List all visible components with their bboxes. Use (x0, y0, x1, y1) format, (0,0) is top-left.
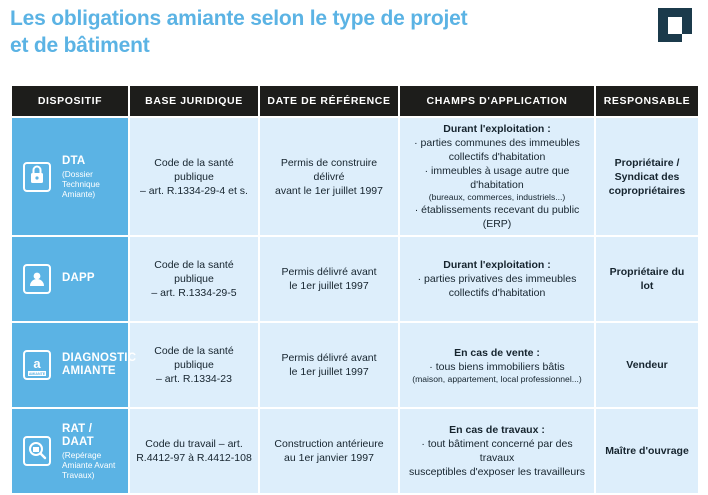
dispositif-name: DTA (62, 154, 86, 167)
date-line-2: au 1er janvier 1997 (284, 452, 374, 464)
cell-champs-application (399, 408, 595, 494)
page-title-line-2: et de bâtiment (10, 34, 150, 57)
dispositif-label (62, 352, 136, 379)
champs-title: En cas de vente : (454, 346, 540, 359)
cell-base-juridique (129, 408, 259, 494)
cell-dispositif (11, 322, 137, 408)
base-juridique-line-1: Code de la santé publique (154, 259, 234, 285)
champs-item-1: · parties communes des immeubles (414, 137, 580, 149)
champs-item-2: susceptibles d'exposer les travailleurs (409, 466, 585, 478)
responsable-line-2: Syndicat des (614, 170, 680, 183)
dispositif-subtitle: (Dossier Technique Amiante) (62, 168, 100, 199)
dispositif-label (62, 423, 122, 480)
dispositif-name: DIAGNOSTIC AMIANTE (62, 351, 137, 377)
champs-item-1: · parties privatives des immeubles (417, 273, 577, 285)
cell-date-reference (259, 408, 399, 494)
logo-mark-icon (658, 8, 692, 42)
champs-title: Durant l'exploitation : (443, 123, 551, 135)
responsable-line-1: Vendeur (626, 359, 668, 371)
champs-note: (bureaux, commerces, industriels...) (428, 192, 566, 202)
date-line-1: Construction antérieure (274, 438, 384, 450)
cell-base-juridique (129, 117, 259, 236)
asbestos-warning-icon (20, 348, 54, 382)
champs-title: Durant l'exploitation : (443, 259, 551, 271)
cell-base-juridique (129, 322, 259, 408)
column-header-champs-application: CHAMPS D'APPLICATION (399, 85, 595, 117)
base-juridique-line-1: Code de la santé publique (154, 156, 234, 183)
cell-champs-application (399, 322, 595, 408)
column-header-date-reference: DATE DE RÉFÉRENCE (259, 85, 399, 117)
cell-date-reference (259, 117, 399, 236)
dispositif-label (62, 155, 122, 199)
responsable-line-1: Propriétaire du lot (609, 266, 685, 292)
cell-champs-application (399, 117, 595, 236)
table-row (11, 408, 699, 494)
logo-bar-left (658, 8, 668, 42)
base-juridique-line-2: R.4412-97 à R.4412-108 (136, 452, 252, 464)
logo-bar-top (668, 8, 692, 17)
column-header-base-juridique: BASE JURIDIQUE (129, 85, 259, 117)
document-lock-icon (20, 160, 54, 194)
header (0, 0, 708, 72)
cell-date-reference (259, 322, 399, 408)
champs-title: En cas de travaux : (449, 424, 545, 436)
cell-dispositif (11, 408, 129, 494)
svg-text:a: a (33, 356, 41, 371)
column-header-responsable: RESPONSABLE (595, 85, 699, 117)
svg-text:AMIANTE: AMIANTE (28, 372, 46, 376)
champs-item-2: collectifs d'habitation (448, 287, 546, 299)
cell-responsable (595, 408, 699, 494)
cell-dispositif (11, 117, 129, 236)
person-document-icon (20, 262, 54, 296)
logo-bar-right (682, 17, 692, 34)
date-line-2: le 1er juillet 1997 (289, 280, 369, 292)
cell-responsable (595, 322, 699, 408)
obligations-table (10, 84, 700, 495)
champs-item-4: · établissements recevant du public (ERP) (414, 204, 580, 230)
cell-champs-application (399, 236, 595, 322)
responsable-line-1: Maître d'ouvrage (605, 445, 689, 457)
page-title-line-1: Les obligations amiante selon le type de projet (10, 7, 468, 30)
champs-item-3: · immeubles à usage autre que d'habitation (424, 165, 570, 191)
logo (658, 8, 692, 42)
date-line-1: Permis délivré avant (281, 352, 377, 364)
base-juridique-line-1: Code de la santé publique (154, 345, 234, 371)
responsable-line-3: copropriétaires (608, 184, 686, 197)
cell-responsable (595, 117, 699, 236)
page-title (10, 5, 630, 59)
date-line-2: le 1er juillet 1997 (289, 366, 369, 378)
date-line-1: Permis de construire délivré (280, 156, 378, 183)
base-juridique-line-2: – art. R.1334-23 (156, 373, 232, 385)
date-line-2: avant le 1er juillet 1997 (275, 184, 383, 197)
dispositif-subtitle: (Repérage Amiante Avant Travaux) (62, 449, 116, 480)
table-row (11, 117, 699, 236)
magnifier-building-icon (20, 434, 54, 468)
cell-responsable (595, 236, 699, 322)
table-body (11, 117, 699, 494)
cell-base-juridique (129, 236, 259, 322)
table-row (11, 236, 699, 322)
cell-date-reference (259, 236, 399, 322)
responsable-line-1: Propriétaire / (614, 156, 680, 169)
table-header (11, 85, 699, 117)
champs-item-1: · tous biens immobiliers bâtis (429, 360, 565, 373)
dispositif-label (62, 272, 95, 286)
champs-item-2: collectifs d'habitation (448, 151, 546, 163)
base-juridique-line-2: – art. R.1334-29-4 et s. (140, 184, 248, 197)
champs-item-1: · tout bâtiment concerné par des travaux (421, 438, 573, 464)
table-header-row (11, 85, 699, 117)
date-line-1: Permis délivré avant (281, 266, 377, 278)
base-juridique-line-1: Code du travail – art. (145, 438, 243, 450)
dispositif-name: DAPP (62, 272, 95, 284)
logo-bar-bottom (668, 34, 682, 42)
champs-note: (maison, appartement, local professionnel...) (412, 373, 582, 384)
table-row (11, 322, 699, 408)
base-juridique-line-2: – art. R.1334-29-5 (151, 287, 237, 299)
cell-dispositif (11, 236, 129, 322)
column-header-dispositif: DISPOSITIF (11, 85, 129, 117)
dispositif-name: RAT / DAAT (62, 422, 94, 448)
